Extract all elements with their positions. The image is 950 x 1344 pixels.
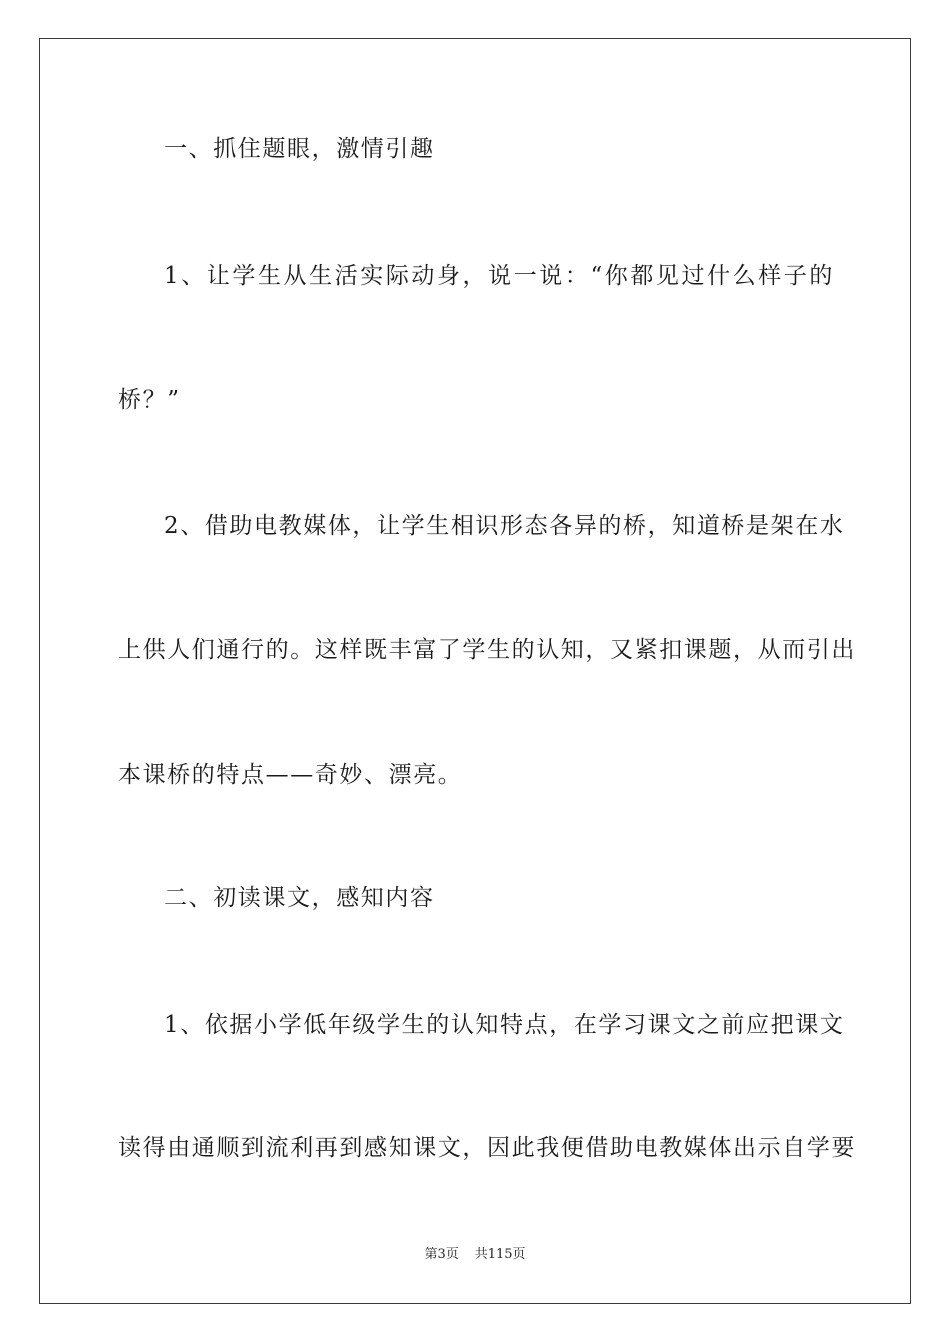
paragraph-line: 上供人们通行的。这样既丰富了学生的认知，又紧扣课题，从而引出 bbox=[118, 637, 856, 663]
section-heading-1: 一、抓住题眼，激情引趣 bbox=[164, 136, 435, 162]
page-border bbox=[39, 38, 911, 1304]
paragraph-line: 本课桥的特点——奇妙、漂亮。 bbox=[118, 762, 463, 788]
section-heading-2: 二、初读课文，感知内容 bbox=[164, 885, 435, 911]
paragraph-line: 1、让学生从生活实际动身，说一说：“你都见过什么样子的 bbox=[164, 263, 834, 289]
paragraph-line: 2、借助电教媒体，让学生相识形态各异的桥，知道桥是架在水 bbox=[164, 513, 845, 539]
page-number: 第3页 bbox=[424, 1247, 459, 1262]
paragraph-line: 读得由通顺到流利再到感知课文，因此我便借助电教媒体出示自学要 bbox=[118, 1135, 856, 1161]
paragraph-line: 1、依据小学低年级学生的认知特点，在学习课文之前应把课文 bbox=[164, 1012, 845, 1038]
page-total: 共115页 bbox=[474, 1247, 526, 1262]
page-footer bbox=[0, 1246, 950, 1264]
paragraph-line: 桥？” bbox=[118, 387, 181, 413]
